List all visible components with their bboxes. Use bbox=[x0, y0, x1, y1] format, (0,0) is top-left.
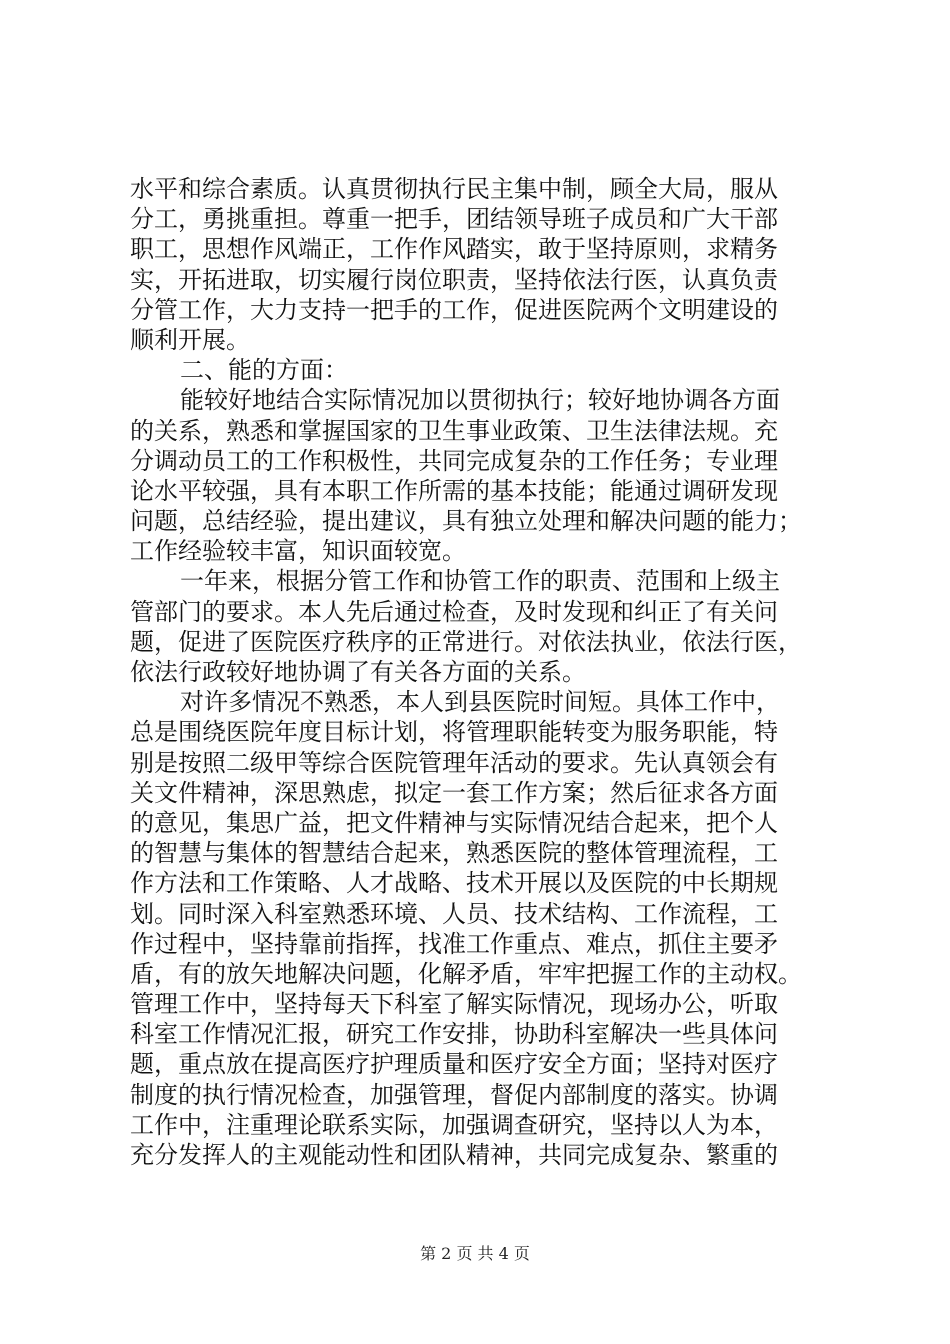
text-line: 作过程中，坚持靠前指挥，找准工作重点、难点，抓住主要矛 bbox=[130, 929, 778, 958]
text-line: 划。同时深入科室熟悉环境、人员、技术结构、工作流程，工 bbox=[130, 899, 778, 928]
text-line: 二、能的方面： bbox=[180, 356, 348, 385]
text-line: 工作中，注重理论联系实际，加强调查研究，坚持以人为本， bbox=[130, 1110, 778, 1139]
text-line: 别是按照二级甲等综合医院管理年活动的要求。先认真领会有 bbox=[130, 748, 778, 777]
text-line: 工作经验较丰富，知识面较宽。 bbox=[130, 537, 466, 566]
text-line: 的意见，集思广益，把文件精神与实际情况结合起来，把个人 bbox=[130, 808, 778, 837]
text-line: 关文件精神，深思熟虑，拟定一套工作方案；然后征求各方面 bbox=[130, 778, 778, 807]
text-line: 充分发挥人的主观能动性和团队精神，共同完成复杂、繁重的 bbox=[130, 1141, 778, 1169]
text-line: 管理工作中，坚持每天下科室了解实际情况，现场办公，听取 bbox=[130, 990, 778, 1019]
text-line: 分调动员工的工作积极性，共同完成复杂的工作任务；专业理 bbox=[130, 446, 778, 475]
text-line: 题，促进了医院医疗秩序的正常进行。对依法执业，依法行医， bbox=[130, 627, 802, 656]
text-line: 的关系，熟悉和掌握国家的卫生事业政策、卫生法律法规。充 bbox=[130, 416, 778, 445]
text-line: 盾，有的放矢地解决问题，化解矛盾，牢牢把握工作的主动权。 bbox=[130, 959, 802, 988]
text-line: 顺利开展。 bbox=[130, 325, 250, 354]
text-line: 制度的执行情况检查，加强管理，督促内部制度的落实。协调 bbox=[130, 1080, 778, 1109]
text-line: 依法行政较好地协调了有关各方面的关系。 bbox=[130, 658, 586, 686]
text-line: 一年来，根据分管工作和协管工作的职责、范围和上级主 bbox=[180, 567, 780, 596]
text-line: 实，开拓进取，切实履行岗位职责，坚持依法行医，认真负责 bbox=[130, 265, 778, 294]
text-line: 论水平较强，具有本职工作所需的基本技能；能通过调研发现 bbox=[130, 476, 778, 505]
text-line: 总是围绕医院年度目标计划，将管理职能转变为服务职能，特 bbox=[130, 718, 778, 747]
text-line: 题，重点放在提高医疗护理质量和医疗安全方面；坚持对医疗 bbox=[130, 1050, 778, 1079]
text-line: 管部门的要求。本人先后通过检查，及时发现和纠正了有关问 bbox=[130, 597, 778, 626]
text-line: 对许多情况不熟悉，本人到县医院时间短。具体工作中， bbox=[180, 688, 780, 717]
text-line: 问题，总结经验，提出建议，具有独立处理和解决问题的能力； bbox=[130, 507, 802, 536]
text-line: 能较好地结合实际情况加以贯彻执行；较好地协调各方面 bbox=[180, 386, 780, 415]
text-line: 分管工作，大力支持一把手的工作，促进医院两个文明建设的 bbox=[130, 295, 778, 324]
text-line: 作方法和工作策略、人才战略、技术开展以及医院的中长期规 bbox=[130, 869, 778, 898]
text-line: 分工，勇挑重担。尊重一把手，团结领导班子成员和广大干部 bbox=[130, 205, 778, 234]
text-line: 水平和综合素质。认真贯彻执行民主集中制，顾全大局，服从 bbox=[130, 175, 778, 203]
text-line: 的智慧与集体的智慧结合起来，熟悉医院的整体管理流程，工 bbox=[130, 839, 778, 868]
page-footer: 第 2 页 共 4 页 bbox=[420, 1244, 530, 1263]
text-line: 科室工作情况汇报，研究工作安排，协助科室解决一些具体问 bbox=[130, 1020, 778, 1049]
text-line: 职工，思想作风端正，工作作风踏实，敢于坚持原则，求精务 bbox=[130, 235, 778, 264]
body-text bbox=[130, 174, 830, 1170]
